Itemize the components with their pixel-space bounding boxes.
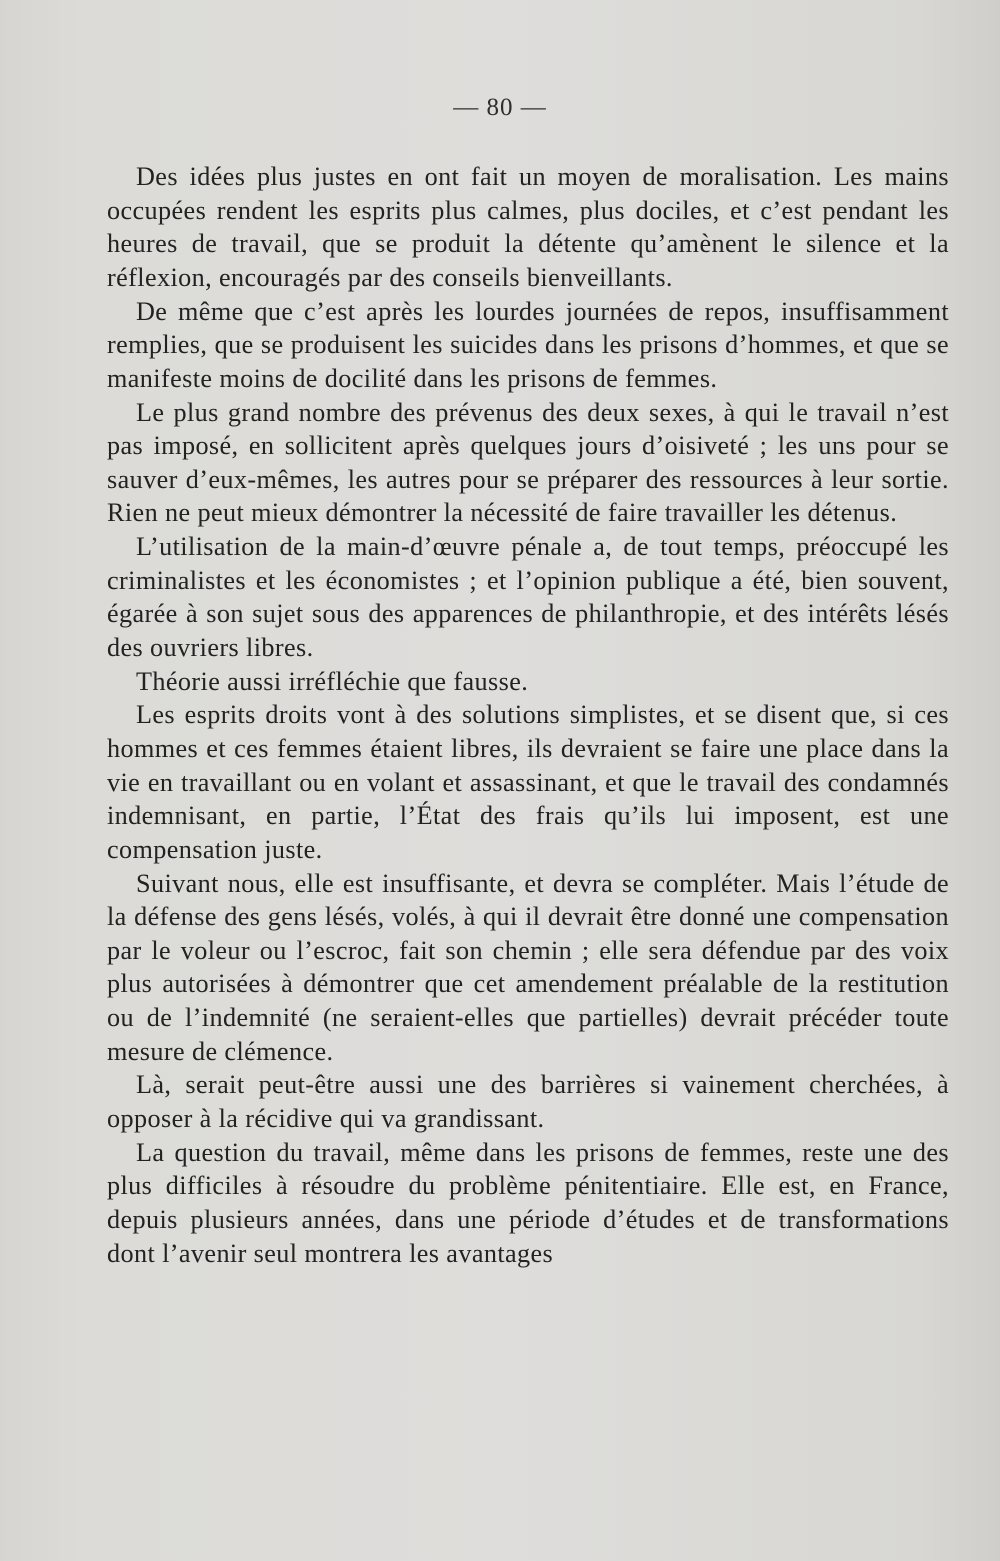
page-number: — 80 — — [453, 94, 547, 121]
body-text — [107, 160, 949, 1270]
paragraph-2: De même que c’est après les lourdes journées de repos, insuffisamment remplies, que se produisent les suicides dans les prisons d’hommes, et que se manifeste moins de docilité dans les prisons de femmes. — [107, 296, 949, 393]
paragraph-1: Des idées plus justes en ont fait un moyen de moralisation. Les mains occupées rendent les esprits plus calmes, plus dociles, et c’est pendant les heures de travail, que se produit la détente qu’amènent le silence et la réflexion, encouragés par des conseils bienveillants. — [107, 162, 949, 292]
paragraph-8: Là, serait peut-être aussi une des barrières si vainement cherchées, à opposer à la récidive qui va grandissant. — [107, 1070, 949, 1133]
paragraph-4: L’utilisation de la main-d’œuvre pénale a, de tout temps, préoccupé les criminalistes et les économistes ; et l’opinion publique a été, bien souvent, égarée à son sujet sous des apparences de philanthropie, et des intérêts lésés des ouvriers libres. — [107, 532, 949, 662]
paragraph-9: La question du travail, même dans les prisons de femmes, reste une des plus difficiles à résoudre du problème pénitentiaire. Elle est, en France, depuis plusieurs années, dans une période d’études et de transformations dont l’avenir seul montrera les avantages — [107, 1137, 949, 1268]
paragraph-3: Le plus grand nombre des prévenus des deux sexes, à qui le travail n’est pas imposé, en sollicitent après quelques jours d’oisiveté ; les uns pour se sauver d’eux-mêmes, les autres pour se préparer des ressources à leur sortie. Rien ne peut mieux démontrer la nécessité de faire travailler les détenus. — [107, 397, 949, 528]
paragraph-7: Suivant nous, elle est insuffisante, et devra se compléter. Mais l’étude de la défense des gens lésés, volés, à qui il devrait être donné une compensation par le voleur ou l’escroc, fait son chemin ; elle sera défendue par des voix plus autorisées à démontrer que cet amendement préalable de la restitution ou de l’indemnité (ne seraient-elles que partielles) devrait précéder toute mesure de clémence. — [107, 868, 949, 1066]
paragraph-5: Théorie aussi irréfléchie que fausse. — [136, 666, 529, 696]
paragraph-6: Les esprits droits vont à des solutions simplistes, et se disent que, si ces hommes et ces femmes étaient libres, ils devraient se faire une place dans la vie en travaillant ou en volant et assassinant, et que le travail des condamnés indemnisant, en partie, l’État des frais qu’ils lui imposent, est une compensation juste. — [107, 700, 949, 864]
